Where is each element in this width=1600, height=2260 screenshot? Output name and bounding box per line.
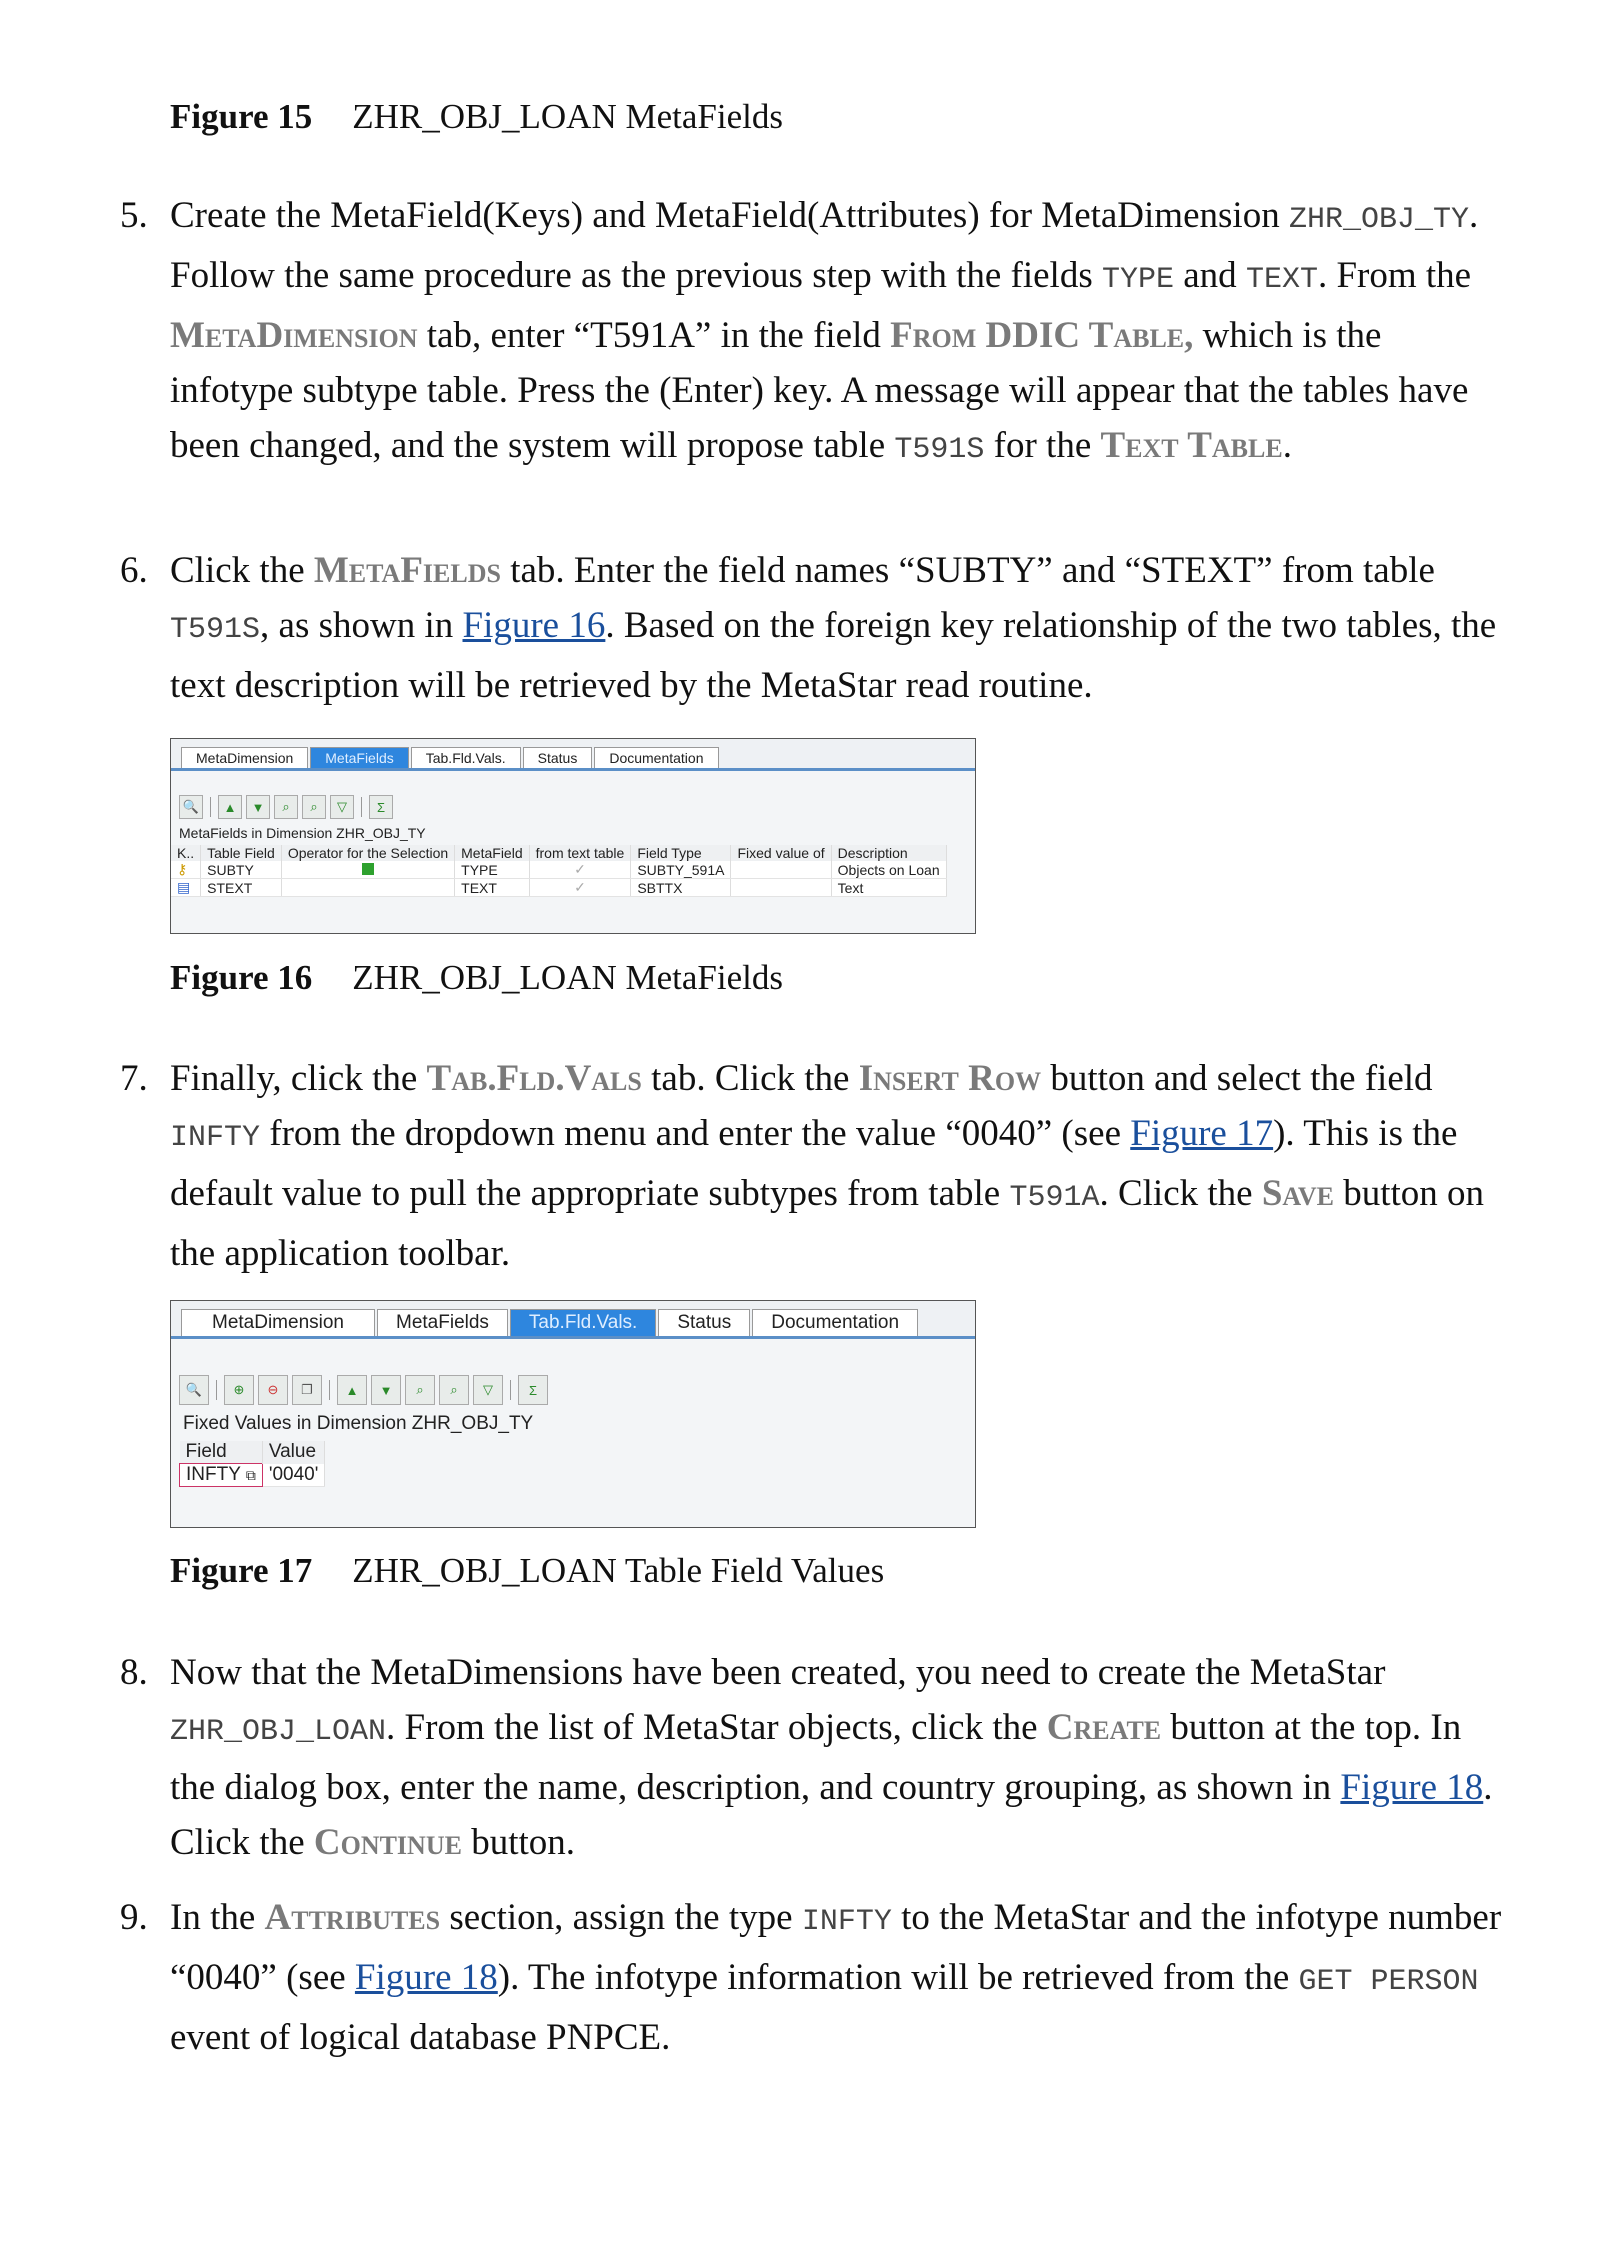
tab-documentation[interactable]: Documentation xyxy=(594,747,718,768)
column-header: Operator for the Selection xyxy=(281,845,454,861)
metafield-cell[interactable]: TYPE xyxy=(455,861,529,879)
code-term: TEXT xyxy=(1245,263,1318,297)
body-text: which is the infotype subtype table. Press the (Enter) key. A message will appear that the tables have been changed, and the system will propose table xyxy=(170,315,1469,466)
figure-link[interactable]: Figure 17 xyxy=(1130,1113,1274,1154)
tab-metafields[interactable]: MetaFields xyxy=(377,1309,508,1336)
tab-metadimension[interactable]: MetaDimension xyxy=(181,747,308,768)
ui-term: Create xyxy=(1046,1707,1162,1748)
column-header: K.. xyxy=(171,845,201,861)
body-text: button and select the field xyxy=(1041,1058,1433,1099)
details-icon[interactable]: 🔍 xyxy=(179,1375,209,1405)
tab-tab-fld-vals[interactable]: Tab.Fld.Vals. xyxy=(510,1309,656,1336)
insert-row-icon[interactable]: ⊕ xyxy=(224,1375,254,1405)
code-term: INFTY xyxy=(801,1905,892,1939)
code-term: T591A xyxy=(1009,1181,1100,1215)
table-row[interactable] xyxy=(171,879,946,897)
body-text: for the xyxy=(984,425,1101,466)
caption-label: Figure 17 xyxy=(170,1551,313,1590)
step-number: 5. xyxy=(120,195,148,236)
figure-link[interactable]: Figure 18 xyxy=(354,1957,498,1998)
field-type-cell[interactable]: SUBTY_591A xyxy=(631,861,731,879)
find-icon[interactable]: ⌕ xyxy=(274,795,298,819)
ui-term: Text Table xyxy=(1100,425,1283,466)
body-text: . Follow the same procedure as the previous step with the fields xyxy=(170,195,1479,296)
body-text: section, assign the type xyxy=(440,1897,802,1938)
step-text xyxy=(170,1645,1510,1870)
sum-icon[interactable]: Σ xyxy=(369,795,393,819)
tab-status[interactable]: Status xyxy=(658,1309,750,1336)
caption-label: Figure 16 xyxy=(170,958,313,997)
alv-toolbar xyxy=(171,1375,975,1405)
code-term: T591S xyxy=(170,613,261,647)
field-type-cell[interactable]: SBTTX xyxy=(631,879,731,897)
step-text xyxy=(170,543,1510,713)
operator-cell[interactable] xyxy=(281,879,454,897)
body-text: . From the xyxy=(1317,255,1472,296)
tab-metafields[interactable]: MetaFields xyxy=(310,747,408,768)
ui-term: MetaFields xyxy=(313,550,501,591)
figure-16-screenshot xyxy=(170,738,976,934)
step-7 xyxy=(120,1051,1510,1281)
ui-term: From DDIC Table, xyxy=(890,315,1194,356)
delete-row-icon[interactable]: ⊖ xyxy=(258,1375,288,1405)
body-text: tab. Enter the field names “SUBTY” and “STEXT” from table xyxy=(500,550,1435,591)
description-cell: Objects on Loan xyxy=(831,861,946,879)
body-text: button at the top. In the dialog box, enter the name, description, and country grouping, as shown in xyxy=(170,1707,1462,1808)
body-text: button. xyxy=(461,1822,576,1863)
step-5 xyxy=(120,188,1510,478)
tab-tab-fld-vals[interactable]: Tab.Fld.Vals. xyxy=(411,747,521,768)
body-text: from the dropdown menu and enter the value “0040” (see xyxy=(260,1113,1131,1154)
body-text: In the xyxy=(170,1897,265,1938)
sort-ascending-icon[interactable]: ▲ xyxy=(337,1375,367,1405)
step-text xyxy=(170,1051,1510,1281)
text-field-icon: ▤ xyxy=(171,879,201,897)
fixed-value-cell[interactable] xyxy=(731,879,831,897)
ui-term: Tab.Fld.Vals xyxy=(426,1058,642,1099)
table-row[interactable] xyxy=(171,861,946,879)
column-header: Value xyxy=(262,1441,325,1464)
body-text: to the MetaStar and the infotype number “0040” (see xyxy=(170,1897,1502,1998)
column-header: Table Field xyxy=(201,845,282,861)
table-field-cell[interactable]: STEXT xyxy=(201,879,282,897)
description-cell: Text xyxy=(831,879,946,897)
body-text: . Based on the foreign key relationship of the two tables, the text description will be retrieved by the MetaStar read routine. xyxy=(170,605,1497,706)
body-text: tab, enter “T591A” in the field xyxy=(417,315,891,356)
step-text xyxy=(170,188,1510,478)
code-term: ZHR_OBJ_TY xyxy=(1288,203,1469,237)
code-term: T591S xyxy=(894,433,985,467)
figure-15-caption xyxy=(170,97,783,137)
operator-cell[interactable] xyxy=(281,861,454,879)
details-icon[interactable]: 🔍 xyxy=(179,795,203,819)
sort-descending-icon[interactable]: ▼ xyxy=(371,1375,401,1405)
table-title: MetaFields in Dimension ZHR_OBJ_TY xyxy=(179,825,426,841)
column-header: MetaField xyxy=(455,845,529,861)
figure-link[interactable]: Figure 16 xyxy=(462,605,606,646)
body-text: . Click the xyxy=(170,1767,1493,1863)
figure-17-screenshot xyxy=(170,1300,976,1528)
find-icon[interactable]: ⌕ xyxy=(405,1375,435,1405)
code-term: TYPE xyxy=(1101,263,1174,297)
step-6 xyxy=(120,543,1510,713)
body-text: Create the MetaField(Keys) and MetaField(Attributes) for MetaDimension xyxy=(170,195,1289,236)
filter-icon[interactable]: ▽ xyxy=(473,1375,503,1405)
table-title: Fixed Values in Dimension ZHR_OBJ_TY xyxy=(183,1413,534,1434)
sort-ascending-icon[interactable]: ▲ xyxy=(218,795,242,819)
body-text: . From the list of MetaStar objects, click the xyxy=(386,1707,1047,1748)
body-text: Finally, click the xyxy=(170,1058,427,1099)
table-field-cell[interactable]: SUBTY xyxy=(201,861,282,879)
tab-metadimension[interactable]: MetaDimension xyxy=(181,1309,375,1336)
tab-strip xyxy=(171,739,975,771)
code-term: ZHR_OBJ_LOAN xyxy=(170,1715,387,1749)
key-icon: ⚷ xyxy=(171,861,201,879)
metafields-table xyxy=(171,845,947,897)
body-text: , as shown in xyxy=(260,605,463,646)
body-text: ). This is the default value to pull the appropriate subtypes from table xyxy=(170,1113,1458,1214)
tab-strip xyxy=(171,1301,975,1339)
fixed-value-cell[interactable] xyxy=(731,861,831,879)
step-number: 9. xyxy=(120,1897,148,1938)
find-next-icon[interactable]: ⌕ xyxy=(439,1375,469,1405)
find-next-icon[interactable]: ⌕ xyxy=(302,795,326,819)
alv-toolbar xyxy=(171,795,975,819)
figure-link[interactable]: Figure 18 xyxy=(1340,1767,1484,1808)
caption-text: ZHR_OBJ_LOAN Table Field Values xyxy=(352,1551,885,1590)
step-9 xyxy=(120,1890,1510,2065)
copy-row-icon[interactable]: ❐ xyxy=(292,1375,322,1405)
ui-term: MetaDimension xyxy=(170,315,418,356)
from-text-table-checkbox[interactable]: ✓ xyxy=(529,861,631,879)
sum-icon[interactable]: Σ xyxy=(518,1375,548,1405)
table-row[interactable] xyxy=(180,1464,325,1487)
figure-17-caption xyxy=(170,1551,884,1591)
from-text-table-checkbox[interactable]: ✓ xyxy=(529,879,631,897)
step-number: 6. xyxy=(120,550,148,591)
body-text: . xyxy=(1282,425,1292,466)
caption-text: ZHR_OBJ_LOAN MetaFields xyxy=(352,97,783,136)
value-cell[interactable]: '0040' xyxy=(262,1464,325,1487)
filter-icon[interactable]: ▽ xyxy=(330,795,354,819)
step-number: 7. xyxy=(120,1058,148,1099)
body-text: and xyxy=(1174,255,1246,296)
figure-16-caption xyxy=(170,958,783,998)
body-text: tab. Click the xyxy=(641,1058,859,1099)
field-cell[interactable] xyxy=(180,1464,263,1487)
column-header: Field xyxy=(180,1441,263,1464)
operator-icon[interactable] xyxy=(362,863,374,875)
caption-text: ZHR_OBJ_LOAN MetaFields xyxy=(352,958,783,997)
ui-term: Insert Row xyxy=(858,1058,1042,1099)
metafield-cell[interactable]: TEXT xyxy=(455,879,529,897)
body-text: event of logical database PNPCE. xyxy=(170,2017,671,2058)
tab-status[interactable]: Status xyxy=(523,747,593,768)
field-value[interactable]: INFTY xyxy=(186,1464,241,1485)
column-header: Description xyxy=(831,845,946,861)
body-text: Click the xyxy=(170,550,314,591)
sort-descending-icon[interactable]: ▼ xyxy=(246,795,270,819)
ui-term: Attributes xyxy=(264,1897,441,1938)
body-text: ). The infotype information will be retrieved from the xyxy=(497,1957,1299,1998)
value-help-icon[interactable]: ⧉ xyxy=(245,1467,256,1483)
ui-term: Continue xyxy=(313,1822,462,1863)
tab-documentation[interactable]: Documentation xyxy=(752,1309,918,1336)
body-text: . Click the xyxy=(1099,1173,1262,1214)
fixed-values-table xyxy=(179,1441,325,1487)
body-text: button on the application toolbar. xyxy=(170,1173,1485,1274)
code-term: GET PERSON xyxy=(1298,1965,1479,1999)
ui-term: Save xyxy=(1261,1173,1334,1214)
caption-label: Figure 15 xyxy=(170,97,313,136)
column-header: Fixed value of xyxy=(731,845,831,861)
step-8 xyxy=(120,1645,1510,1870)
body-text: Now that the MetaDimensions have been created, you need to create the MetaStar xyxy=(170,1652,1386,1693)
column-header: from text table xyxy=(529,845,631,861)
step-text xyxy=(170,1890,1510,2065)
column-header: Field Type xyxy=(631,845,731,861)
step-number: 8. xyxy=(120,1652,148,1693)
code-term: INFTY xyxy=(170,1121,261,1155)
